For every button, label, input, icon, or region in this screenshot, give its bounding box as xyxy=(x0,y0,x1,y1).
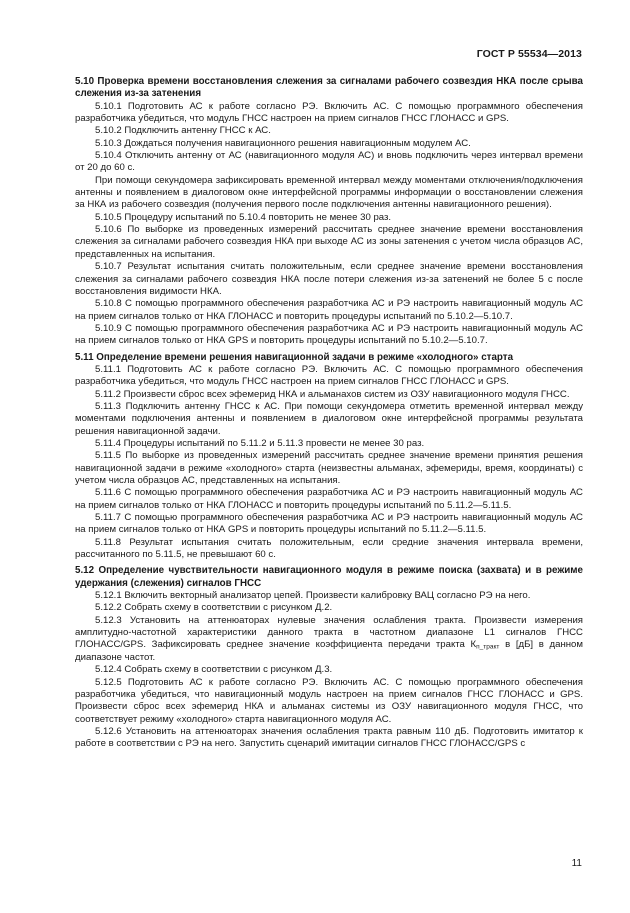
paragraph: 5.12.1 Включить векторный анализатор цепей. Произвести калибровку ВАЦ согласно РЭ на него. xyxy=(95,590,531,602)
paragraph: 5.11.6 С помощью программного обеспечения разработчика АС и РЭ настроить навигационный модуль АС на прием сигналов только от НКА ГЛОНАСС и повторить процедуры испытаний по 5.11.2—5.11.5. xyxy=(75,487,583,511)
paragraph: 5.10.4 Отключить антенну от АС (навигационного модуля АС) и вновь подключить через интервал времени от 20 до 60 с. xyxy=(75,150,583,174)
paragraph: 5.10.5 Процедуру испытаний по 5.10.4 повторить не менее 30 раз. xyxy=(95,211,392,223)
paragraph-text: в [дБ] в данном диапазоне частот. xyxy=(75,639,583,663)
paragraph: 5.11.5 По выборке из проведенных измерений рассчитать среднее значение времени принятия решения навигационной задачи в режиме «холодного» старта (неизвестны альманах, эфемериды, время, координаты) с учетом числа образцов АС, представленных на испытания. xyxy=(75,450,583,486)
paragraph: 5.12.4 Собрать схему в соответствии с рисунком Д.3. xyxy=(95,664,333,676)
paragraph: 5.11.2 Произвести сброс всех эфемерид НКА и альманахов систем из ОЗУ навигационного модуля ГНСС. xyxy=(95,388,570,400)
section-heading-5-11: 5.11 Определение времени решения навигационной задачи в режиме «холодного» старта xyxy=(75,351,514,363)
paragraph: 5.12.5 Подготовить АС к работе согласно РЭ. Включить АС. С помощью программного обеспечения разработчика убедиться, что навигационный модуль настроен на прием сигналов ГНСС ГЛОНАСС и GPS. Произвести сброс всех эфемерид НКА и альманах системы из ОЗУ навигационного модуля ГНСС, что соответствует режиму «холодного» старта навигационного модуля АС. xyxy=(75,676,583,725)
paragraph: 5.11.1 Подготовить АС к работе согласно РЭ. Включить АС. С помощью программного обеспечения разработчика убедиться, что модуль ГНСС настроен на прием сигналов ГНСС ГЛОНАСС и GPS. xyxy=(75,363,583,388)
paragraph: При помощи секундомера зафиксировать временной интервал между моментами отключения/подключения антенны и появлением в диалоговом окне интерфейсной программы информации о восстановлении слежения за НКА из рабочего созвездия (получения первого после подключения антенны навигационного решения). xyxy=(75,174,583,211)
paragraph: 5.12.2 Собрать схему в соответствии с рисунком Д.2. xyxy=(95,602,333,614)
section-heading-5-10: 5.10 Проверка времени восстановления слежения за сигналами рабочего созвездия НКА после срыва слежения из-за затенения xyxy=(75,76,583,100)
paragraph: 5.10.9 С помощью программного обеспечения разработчика АС и РЭ настроить навигационный модуль АС на прием сигналов только от НКА GPS и повторить процедуры испытаний по 5.10.2—5.10.7. xyxy=(75,322,583,347)
page-number: 11 xyxy=(571,858,582,869)
document-body xyxy=(75,76,583,751)
paragraph: 5.11.8 Результат испытания считать положительным, если средние значения интервала времени, рассчитанного по 5.11.5, не превышают 60 с. xyxy=(75,536,583,561)
section-heading-5-12: 5.12 Определение чувствительности навигационного модуля в режиме поиска (захвата) и в режиме удержания (слежения) сигналов ГНСС xyxy=(75,565,583,589)
paragraph: 5.10.7 Результат испытания считать положительным, если среднее значение времени восстановления слежения за сигналами рабочего созвездия НКА после потери слежения из-за затенений не более 5 с после восстановления видимости НКА. xyxy=(75,261,583,297)
paragraph: 5.11.3 Подключить антенну ГНСС к АС. При помощи секундомера отметить временной интервал между моментами подключения антенны и появлением в диалоговом окне интерфейсной программы результата решения навигационной задачи. xyxy=(75,400,583,437)
paragraph: 5.10.3 Дождаться получения навигационного решения навигационным модулем АС. xyxy=(95,137,471,149)
paragraph: 5.10.6 По выборке из проведенных измерений рассчитать среднее значение времени восстановления слежения за сигналами рабочего созвездия НКА при выходе АС из зоны затенения с учетом числа образцов АС, представленных на испытания. xyxy=(75,224,583,260)
subscript-index: п_тракт xyxy=(476,643,500,651)
paragraph: 5.12.6 Установить на аттенюаторах значения ослабления тракта равным 110 дБ. Подготовить имитатор к работе в соответствии с РЭ на него. Запустить сценарий имитации сигналов ГНСС ГЛОНАСС/GPS с xyxy=(75,725,583,750)
paragraph: 5.10.8 С помощью программного обеспечения разработчика АС и РЭ настроить навигационный модуль АС на прием сигналов только от НКА ГЛОНАСС и повторить процедуры испытаний по 5.10.2—5.10.7. xyxy=(75,298,583,322)
paragraph-text: 5.12.3 Установить на аттенюаторах нулевые значения ослабления тракта. Произвести измерения амплитудно-частотной характеристики данного тракта в частотном диапазоне L1 сигналов ГНСС ГЛОНАСС/GPS. Зафиксировать среднее значение коэффициента передачи тракта К xyxy=(75,614,583,651)
paragraph xyxy=(75,615,583,664)
standard-header: ГОСТ Р 55534—2013 xyxy=(476,48,582,60)
paragraph: 5.10.1 Подготовить АС к работе согласно РЭ. Включить АС. С помощью программного обеспечения разработчика убедиться, что модуль ГНСС настроен на прием сигналов ГНСС ГЛОНАСС и GPS. xyxy=(75,100,583,125)
paragraph: 5.10.2 Подключить антенну ГНСС к АС. xyxy=(95,125,271,137)
paragraph: 5.11.7 С помощью программного обеспечения разработчика АС и РЭ настроить навигационный модуль АС на прием сигналов только от НКА GPS и повторить процедуры испытаний по 5.11.2—5.11.5. xyxy=(75,512,583,536)
paragraph: 5.11.4 Процедуры испытаний по 5.11.2 и 5.11.3 провести не менее 30 раз. xyxy=(95,437,425,449)
